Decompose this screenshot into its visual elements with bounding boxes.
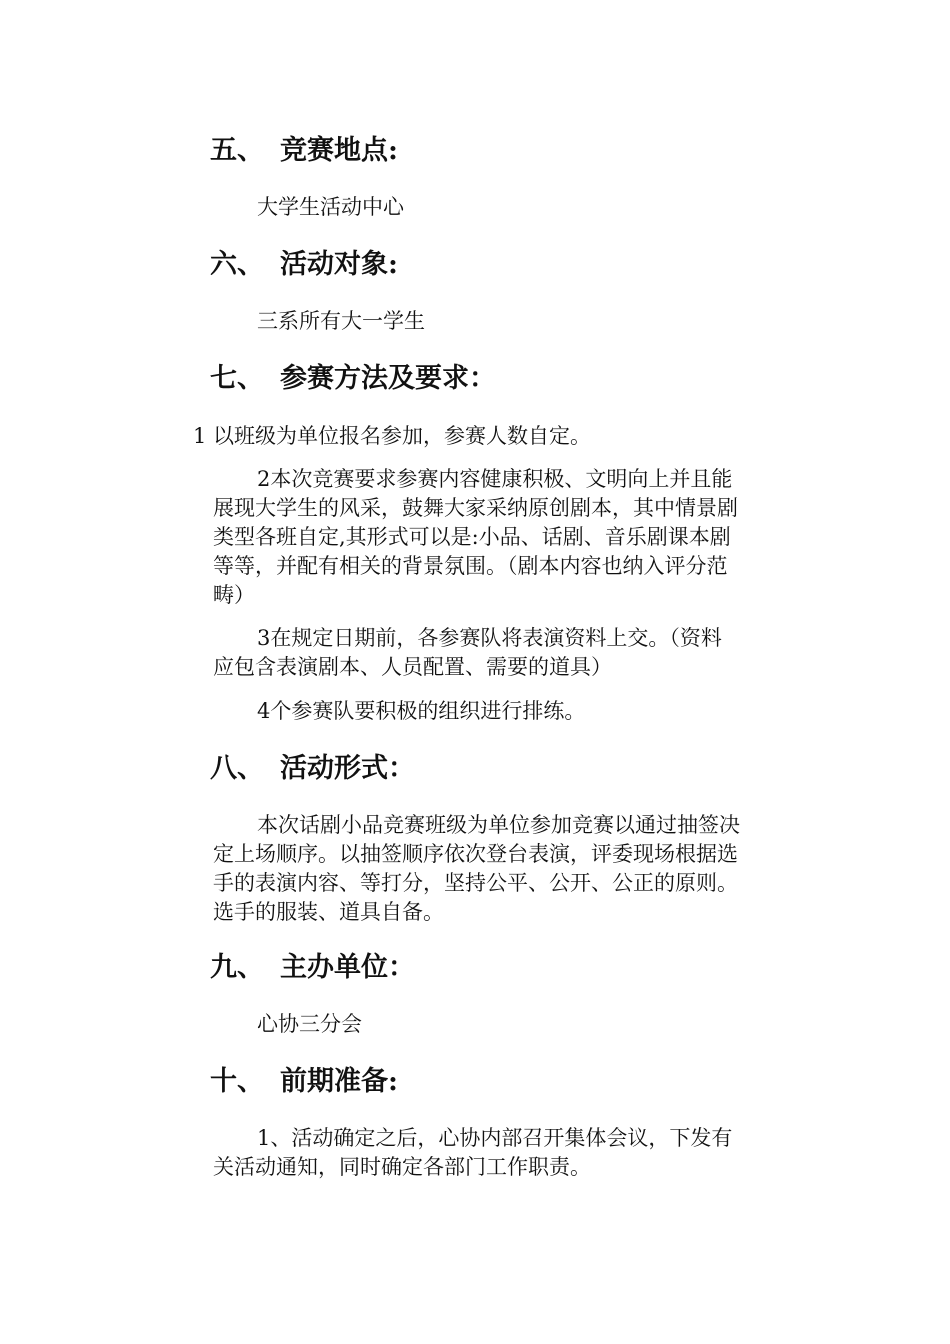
paragraph-preparation-1: 1、活动确定之后，心协内部召开集体会议，下发有关活动通知，同时确定各部门工作职责。 [213,1126,733,1179]
section-title: 活动对象: [280,249,398,280]
paragraph-requirement-3: 3在规定日期前，各参赛队将表演资料上交。（资料应包含表演剧本、人员配置、需要的道具） [213,626,722,679]
paragraph-requirement-4: 4个参赛队要积极的组织进行排练。 [257,699,586,723]
paragraph-organizer: 心协三分会 [257,1012,362,1036]
section-number: 七、 [210,363,264,394]
section-number: 五、 [210,135,264,166]
section-title: 参赛方法及要求： [280,363,496,394]
paragraph-audience: 三系所有大一学生 [257,309,425,333]
section-number: 六、 [210,249,264,280]
paragraph-format: 本次话剧小品竞赛班级为单位参加竞赛以通过抽签决定上场顺序。以抽签顺序依次登台表演，评委现场根据选手的表演内容、等打分，坚持公平、公开、公正的原则。选手的服装、道具自备。 [213,813,740,924]
section-heading-requirements [210,363,496,395]
paragraph-requirement-2: 2本次竞赛要求参赛内容健康积极、文明向上并且能展现大学生的风采，鼓舞大家采纳原创剧本，其中情景剧类型各班自定,其形式可以是:小品、话剧、音乐剧课本剧等等，并配有相关的背景氛围。（剧本内容也纳入评分范畴） [213,467,738,607]
section-title: 竞赛地点: [280,135,398,166]
section-heading-location [210,135,398,167]
section-heading-format [210,753,415,785]
section-heading-audience [210,249,398,281]
section-title: 前期准备: [280,1066,398,1097]
section-number: 十、 [210,1066,264,1097]
section-heading-preparation [210,1066,398,1098]
paragraph-requirement-1: 1 以班级为单位报名参加，参赛人数自定。 [193,424,592,448]
section-number: 八、 [210,753,264,784]
section-number: 九、 [210,952,264,983]
section-heading-organizer [210,952,415,984]
section-title: 活动形式： [280,753,415,784]
section-title: 主办单位： [280,952,415,983]
paragraph-location: 大学生活动中心 [257,195,404,219]
